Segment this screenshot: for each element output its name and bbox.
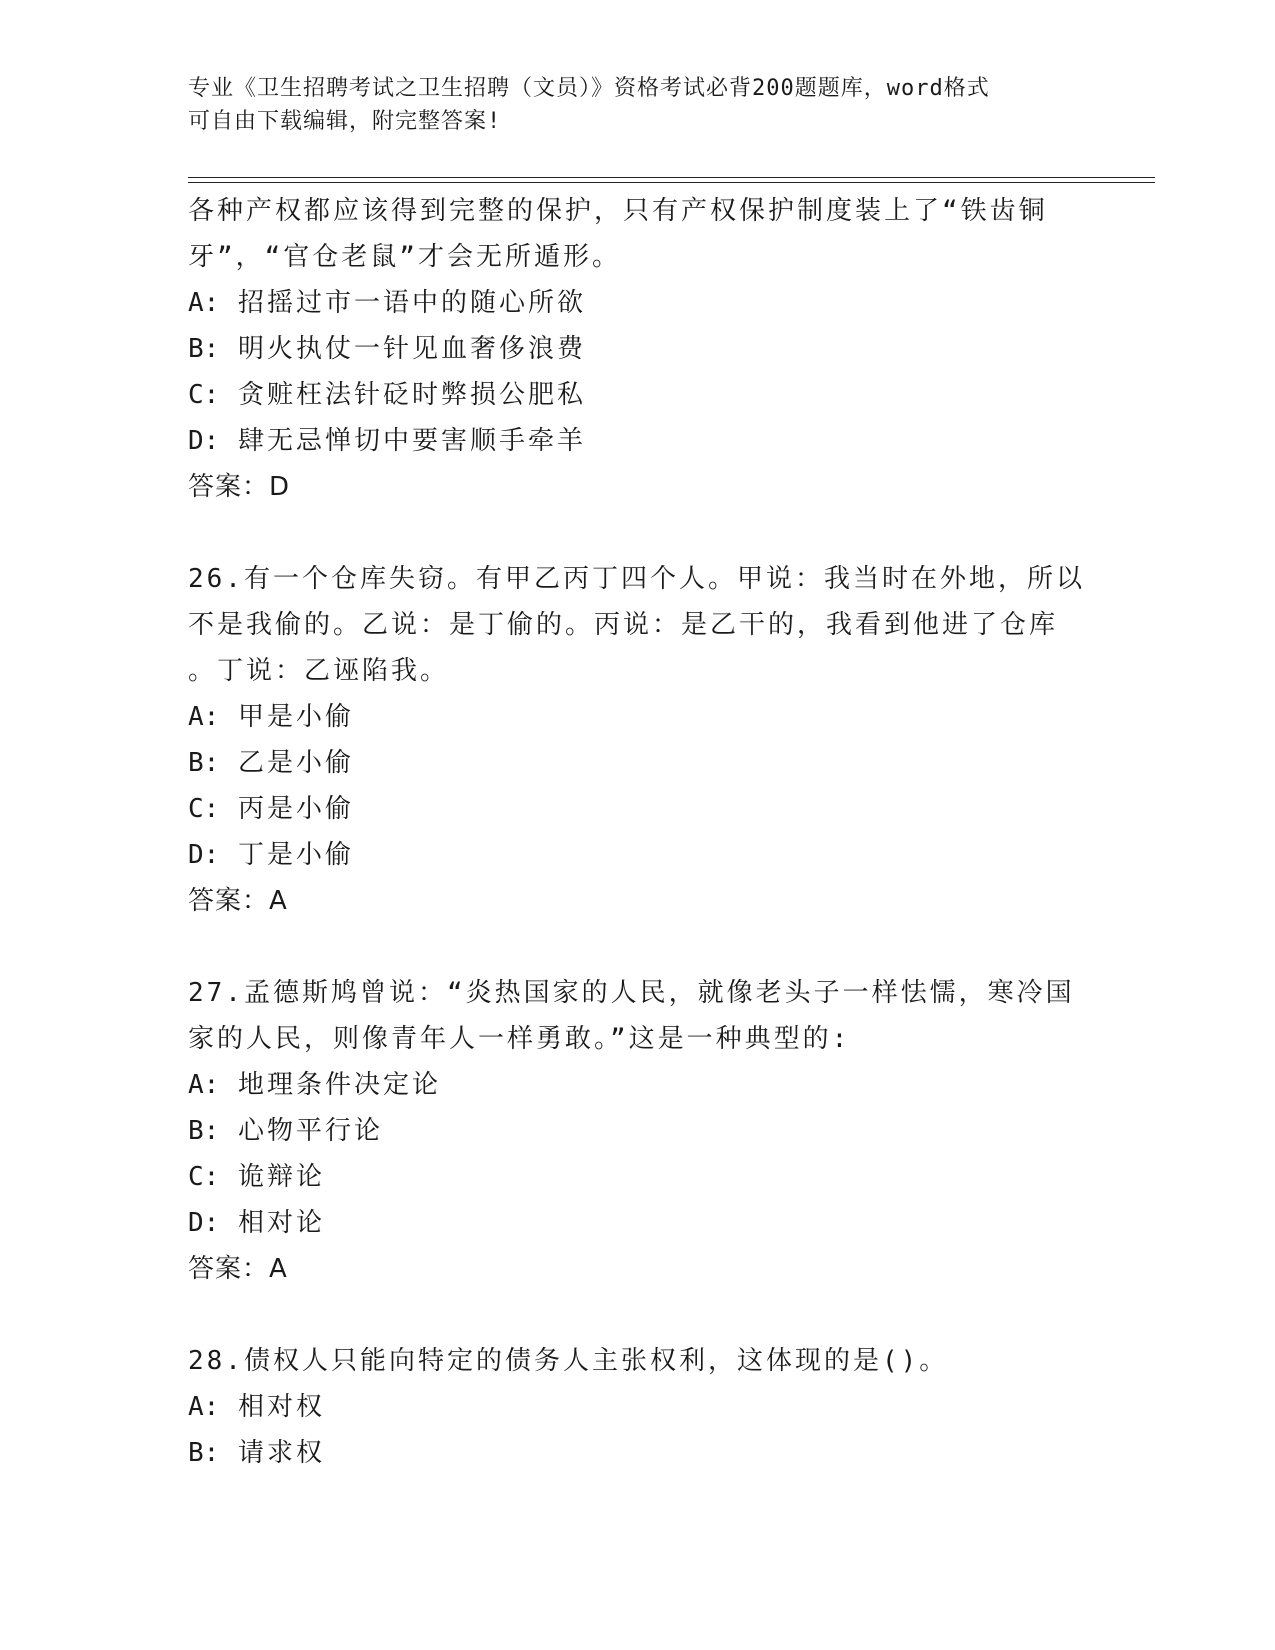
option-b [188, 326, 1088, 372]
question-27 [188, 970, 1088, 1292]
question-stem-line: 牙”，“官仓老鼠”才会无所遁形。 [188, 242, 621, 272]
option-c [188, 372, 1088, 418]
question-stem-line: 家的人民，则像青年人一样勇敢。”这是一种典型的: [188, 1024, 851, 1054]
question-stem-line: 不是我偷的。乙说：是丁偷的。丙说：是乙干的，我看到他进了仓库 [188, 610, 1059, 640]
option-text: 甲是小偷 [237, 702, 354, 732]
option-text: 诡辩论 [237, 1162, 325, 1192]
option-b [188, 740, 1088, 786]
answer-label: 答案：D [188, 472, 291, 502]
header-divider-bottom [188, 182, 1155, 183]
header-line-2: 可自由下载编辑，附完整答案! [188, 109, 502, 134]
option-text: 丁是小偷 [237, 840, 354, 870]
question-stem-line: 各种产权都应该得到完整的保护，只有产权保护制度装上了“铁齿铜 [188, 196, 1048, 226]
option-text: 地理条件决定论 [237, 1070, 441, 1100]
option-letter: A: [188, 1070, 220, 1100]
option-letter: B: [188, 334, 220, 364]
option-letter: A: [188, 288, 220, 318]
option-text: 相对权 [237, 1392, 325, 1422]
option-letter: A: [188, 702, 220, 732]
spacer [188, 924, 1088, 970]
option-text: 肆无忌惮切中要害顺手牵羊 [237, 426, 586, 456]
option-letter: D: [188, 840, 220, 870]
option-text: 丙是小偷 [237, 794, 354, 824]
question-stem-line: 27.孟德斯鸠曾说：“炎热国家的人民，就像老头子一样怯懦，寒冷国 [188, 978, 1075, 1008]
option-d [188, 418, 1088, 464]
question-stem-line: 28.债权人只能向特定的债务人主张权利，这体现的是()。 [188, 1346, 949, 1376]
option-d [188, 1200, 1088, 1246]
option-letter: D: [188, 426, 220, 456]
answer-label: 答案：A [188, 886, 288, 916]
option-d [188, 832, 1088, 878]
option-a [188, 694, 1088, 740]
option-a [188, 1384, 1088, 1430]
question-25 [188, 188, 1088, 510]
question-stem-line: 。丁说：乙诬陷我。 [188, 656, 450, 686]
option-b [188, 1430, 1088, 1476]
question-stem-line: 26.有一个仓库失窃。有甲乙丙丁四个人。甲说：我当时在外地，所以 [188, 564, 1085, 594]
option-a [188, 1062, 1088, 1108]
spacer [188, 510, 1088, 556]
question-28 [188, 1338, 1088, 1476]
option-letter: C: [188, 794, 220, 824]
header-divider-top [188, 177, 1155, 178]
question-26 [188, 556, 1088, 924]
option-text: 贪赃枉法针砭时弊损公肥私 [237, 380, 586, 410]
option-text: 请求权 [237, 1438, 325, 1468]
option-letter: C: [188, 380, 220, 410]
option-letter: B: [188, 1438, 220, 1468]
option-text: 乙是小偷 [237, 748, 354, 778]
option-letter: D: [188, 1208, 220, 1238]
option-c [188, 1154, 1088, 1200]
option-text: 招摇过市一语中的随心所欲 [237, 288, 586, 318]
option-text: 心物平行论 [237, 1116, 383, 1146]
option-b [188, 1108, 1088, 1154]
spacer [188, 1292, 1088, 1338]
document-header [188, 72, 1068, 138]
option-letter: C: [188, 1162, 220, 1192]
option-letter: B: [188, 1116, 220, 1146]
option-a [188, 280, 1088, 326]
answer-label: 答案：A [188, 1254, 288, 1284]
question-list [188, 188, 1088, 1476]
option-letter: B: [188, 748, 220, 778]
option-text: 相对论 [237, 1208, 325, 1238]
option-text: 明火执仗一针见血奢侈浪费 [237, 334, 586, 364]
header-line-1: 专业《卫生招聘考试之卫生招聘（文员）》资格考试必背200题题库，word格式 [188, 76, 990, 101]
option-letter: A: [188, 1392, 220, 1422]
option-c [188, 786, 1088, 832]
